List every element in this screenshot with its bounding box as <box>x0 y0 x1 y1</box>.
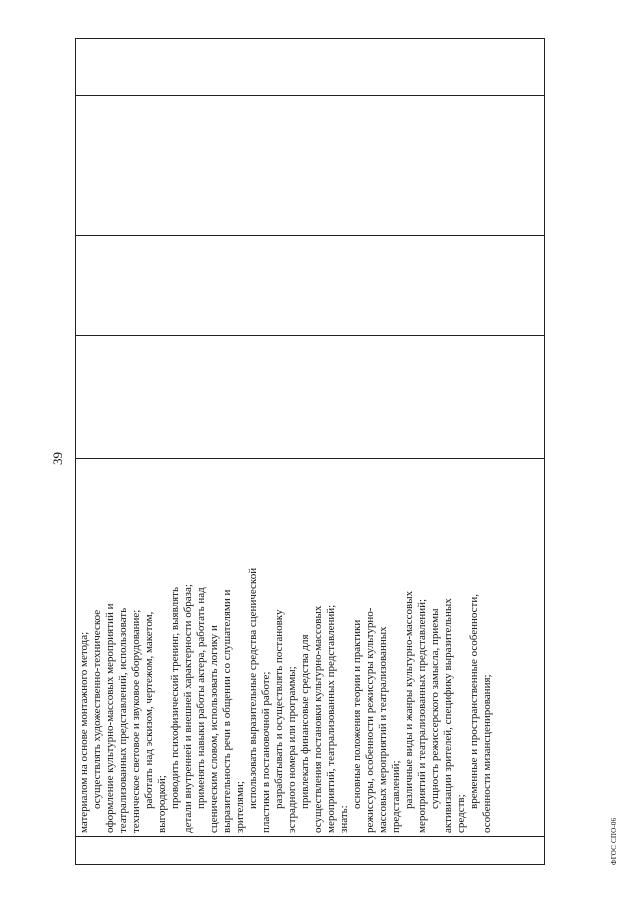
table-cell-content <box>76 459 545 837</box>
text-line: эстрадного номера или программы; <box>286 666 298 833</box>
text-line: основные положения теории и практики <box>351 619 363 809</box>
text-line: детали внутренней и внешней характерности образа; <box>182 584 194 833</box>
text-line: особенности мизансценирования; <box>481 674 493 833</box>
text-line: массовых мероприятий и театрализованных <box>377 626 389 833</box>
text-line: выгородкой; <box>156 775 168 833</box>
text-line: средств; <box>455 794 467 833</box>
text-line: сущность режиссерского замысла, приемы <box>429 608 441 809</box>
text-line: оформление культурно-массовых мероприятий и <box>104 603 116 833</box>
text-line: осуществления постановки культурно-массовых <box>312 605 324 833</box>
text-line: мероприятий, театрализованных представлений; <box>325 604 337 833</box>
text-line: активизации зрителей, специфику выразительных <box>442 598 454 833</box>
table-row <box>76 39 545 865</box>
text-line: применять навыки работы актера, работать над <box>195 587 207 809</box>
table-cell-empty <box>76 336 545 459</box>
text-line: техническое световое и звуковое оборудование; <box>130 609 142 833</box>
text-line: временные и пространственные особенности, <box>468 594 480 809</box>
text-line: проводить психофизический тренинг, выявлять <box>169 587 181 809</box>
text-line: использовать выразительные средства сценической <box>247 567 259 809</box>
text-line: сценическим словом, использовать логику и <box>208 625 220 833</box>
text-line: театрализованных представлений, использовать <box>117 607 129 833</box>
text-line: выразительность речи в общении со слушателями и <box>221 589 233 833</box>
text-line: мероприятий и театрализованных представлений; <box>416 598 428 833</box>
table-cell-empty <box>76 236 545 336</box>
text-line: зрителями; <box>234 781 246 833</box>
text-line: материалом на основе монтажного метода; <box>78 631 90 833</box>
table-cell-index <box>76 837 545 865</box>
text-line: привлекать финансовые средства для <box>299 634 311 809</box>
footer-code: ФГОС СПО-06 <box>610 817 618 865</box>
text-line: разрабатывать и осуществлять постановку <box>273 609 285 809</box>
text-line: представлений; <box>390 760 402 833</box>
content-text <box>76 459 494 836</box>
text-line: различные виды и жанры культурно-массовых <box>403 590 415 809</box>
text-line: режиссуры, особенности режиссуры культурно- <box>364 607 376 833</box>
text-line: осуществлять художественно-техническое <box>91 609 103 809</box>
text-line: пластики в постановочной работе; <box>260 671 272 833</box>
page-number: 39 <box>50 452 65 465</box>
text-line: работать над эскизом, чертежом, макетом, <box>143 611 155 809</box>
curriculum-table <box>75 38 545 865</box>
table-cell-empty <box>76 96 545 236</box>
table-cell-empty <box>76 39 545 96</box>
text-line: знать: <box>338 805 350 833</box>
